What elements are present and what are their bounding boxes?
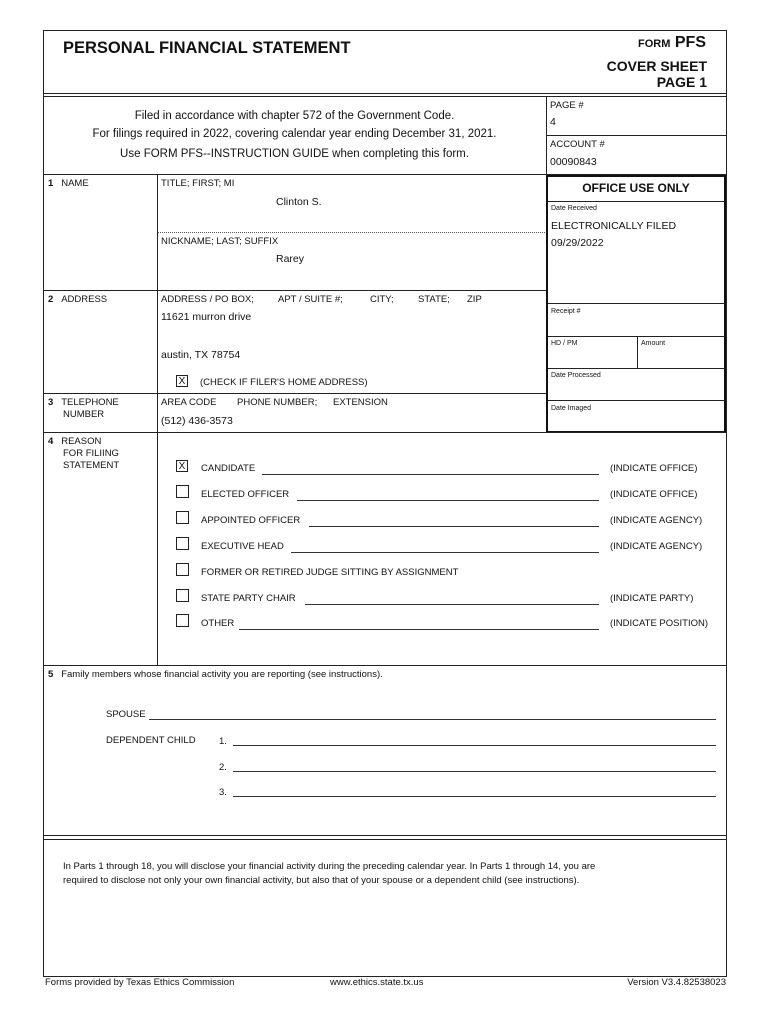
spouse-line[interactable] bbox=[149, 719, 716, 720]
apt-suite-label: APT / SUITE #; bbox=[278, 294, 343, 305]
retired-judge-checkbox[interactable] bbox=[176, 563, 189, 576]
home-address-checkbox[interactable]: X bbox=[176, 375, 188, 387]
nickname-last-label: NICKNAME; LAST; SUFFIX bbox=[161, 236, 279, 247]
date-processed-label: Date Processed bbox=[551, 372, 601, 379]
section-1-label bbox=[48, 178, 89, 189]
reason-label: REASON bbox=[61, 436, 102, 447]
name-label: NAME bbox=[61, 178, 89, 189]
party-chair-label: STATE PARTY CHAIR bbox=[201, 593, 296, 604]
zip-label: ZIP bbox=[467, 294, 482, 305]
account-number-value: 00090843 bbox=[550, 156, 597, 168]
section-5-label bbox=[48, 669, 383, 680]
hdpm-label: HD / PM bbox=[551, 340, 578, 347]
child-line-1[interactable] bbox=[233, 745, 716, 746]
child-number-3: 3. bbox=[219, 787, 227, 798]
cover-sheet-label: COVER SHEET bbox=[606, 58, 707, 74]
reason-label-3: STATEMENT bbox=[63, 460, 120, 471]
appointed-officer-label: APPOINTED OFFICER bbox=[201, 515, 301, 526]
footer-website[interactable]: www.ethics.state.tx.us bbox=[330, 977, 424, 988]
address-po-box-label: ADDRESS / PO BOX; bbox=[161, 294, 254, 305]
candidate-indicate: (INDICATE OFFICE) bbox=[610, 463, 698, 474]
phone-number-label: PHONE NUMBER; bbox=[237, 397, 318, 408]
child-number-2: 2. bbox=[219, 762, 227, 773]
section-2-number: 2 bbox=[48, 294, 54, 305]
amount-label: Amount bbox=[641, 340, 666, 347]
candidate-checkbox[interactable]: X bbox=[176, 460, 188, 472]
family-label: Family members whose financial activity you are reporting (see instructions). bbox=[61, 669, 383, 680]
child-line-3[interactable] bbox=[233, 796, 716, 797]
address-line-2[interactable]: austin, TX 78754 bbox=[161, 349, 241, 361]
form-code: PFS bbox=[674, 34, 706, 51]
date-received-label: Date Received bbox=[551, 205, 597, 212]
form-title: PERSONAL FINANCIAL STATEMENT bbox=[63, 39, 351, 57]
elected-officer-line[interactable] bbox=[297, 500, 599, 501]
party-chair-checkbox[interactable] bbox=[176, 589, 189, 602]
section-5-number: 5 bbox=[48, 669, 54, 680]
address-label: ADDRESS bbox=[61, 294, 108, 305]
appointed-officer-indicate: (INDICATE AGENCY) bbox=[610, 515, 703, 526]
form-prefix: FORM bbox=[638, 38, 671, 50]
section-2-label bbox=[48, 294, 107, 305]
receipt-label: Receipt # bbox=[551, 308, 581, 315]
telephone-label-2: NUMBER bbox=[63, 409, 105, 420]
retired-judge-label: FORMER OR RETIRED JUDGE SITTING BY ASSIGNMENT bbox=[201, 567, 459, 578]
page-label: PAGE 1 bbox=[656, 74, 707, 90]
party-chair-line[interactable] bbox=[305, 604, 599, 605]
elected-officer-indicate: (INDICATE OFFICE) bbox=[610, 489, 698, 500]
appointed-officer-line[interactable] bbox=[309, 526, 599, 527]
section-3-number: 3 bbox=[48, 397, 54, 408]
telephone-value[interactable]: (512) 436-3573 bbox=[161, 415, 233, 427]
page-number-value: 4 bbox=[550, 116, 556, 128]
reason-label-2: FOR FILIING bbox=[63, 448, 119, 459]
candidate-label: CANDIDATE bbox=[201, 463, 256, 474]
extension-label: EXTENSION bbox=[333, 397, 388, 408]
office-use-box bbox=[546, 175, 726, 433]
disclosure-line-1: In Parts 1 through 18, you will disclose your financial activity during the preceding calendar year. In Parts 1 through 14, you are bbox=[63, 861, 596, 872]
appointed-officer-checkbox[interactable] bbox=[176, 511, 189, 524]
child-line-2[interactable] bbox=[233, 771, 716, 772]
spouse-label: SPOUSE bbox=[106, 709, 146, 720]
other-checkbox[interactable] bbox=[176, 614, 189, 627]
executive-head-checkbox[interactable] bbox=[176, 537, 189, 550]
dependent-child-label: DEPENDENT CHILD bbox=[106, 735, 196, 746]
page-number-label: PAGE # bbox=[550, 100, 584, 111]
last-name-value[interactable]: Rarey bbox=[276, 253, 305, 265]
elected-officer-checkbox[interactable] bbox=[176, 485, 189, 498]
telephone-label: TELEPHONE bbox=[61, 397, 119, 408]
section-3-label bbox=[48, 397, 119, 408]
title-first-label: TITLE; FIRST; MI bbox=[161, 178, 235, 189]
account-number-label: ACCOUNT # bbox=[550, 139, 605, 150]
intro-line-2: For filings required in 2022, covering calendar year ending December 31, 2021. bbox=[92, 128, 497, 140]
home-address-label: (CHECK IF FILER'S HOME ADDRESS) bbox=[200, 377, 368, 388]
section-4-label bbox=[48, 436, 101, 447]
first-name-value[interactable]: Clinton S. bbox=[276, 196, 322, 208]
candidate-line[interactable] bbox=[262, 474, 599, 475]
section-1-number: 1 bbox=[48, 178, 54, 189]
executive-head-indicate: (INDICATE AGENCY) bbox=[610, 541, 703, 552]
state-label: STATE; bbox=[418, 294, 450, 305]
intro-line-1: Filed in accordance with chapter 572 of the Government Code. bbox=[134, 110, 455, 122]
other-line[interactable] bbox=[239, 629, 599, 630]
form-code-label bbox=[638, 34, 706, 52]
other-indicate: (INDICATE POSITION) bbox=[610, 618, 708, 629]
elected-officer-label: ELECTED OFFICER bbox=[201, 489, 290, 500]
area-code-label: AREA CODE bbox=[161, 397, 217, 408]
footer-commission: Forms provided by Texas Ethics Commission bbox=[45, 977, 235, 988]
date-received-status: ELECTRONICALLY FILED bbox=[551, 220, 677, 232]
address-line-1[interactable]: 11621 murron drive bbox=[161, 311, 252, 323]
date-received-value: 09/29/2022 bbox=[551, 237, 604, 249]
footer-version: Version V3.4.82538023 bbox=[627, 977, 726, 988]
other-label: OTHER bbox=[201, 618, 235, 629]
city-label: CITY; bbox=[370, 294, 394, 305]
executive-head-label: EXECUTIVE HEAD bbox=[201, 541, 284, 552]
intro-line-3: Use FORM PFS--INSTRUCTION GUIDE when completing this form. bbox=[120, 148, 469, 160]
executive-head-line[interactable] bbox=[291, 552, 599, 553]
party-chair-indicate: (INDICATE PARTY) bbox=[610, 593, 694, 604]
disclosure-line-2: required to disclose not only your own financial activity, but also that of your spouse or a dependent child (see instructions). bbox=[63, 875, 580, 886]
child-number-1: 1. bbox=[219, 736, 227, 747]
date-imaged-label: Date Imaged bbox=[551, 405, 592, 412]
office-use-title: OFFICE USE ONLY bbox=[582, 181, 690, 195]
section-4-number: 4 bbox=[48, 436, 54, 447]
